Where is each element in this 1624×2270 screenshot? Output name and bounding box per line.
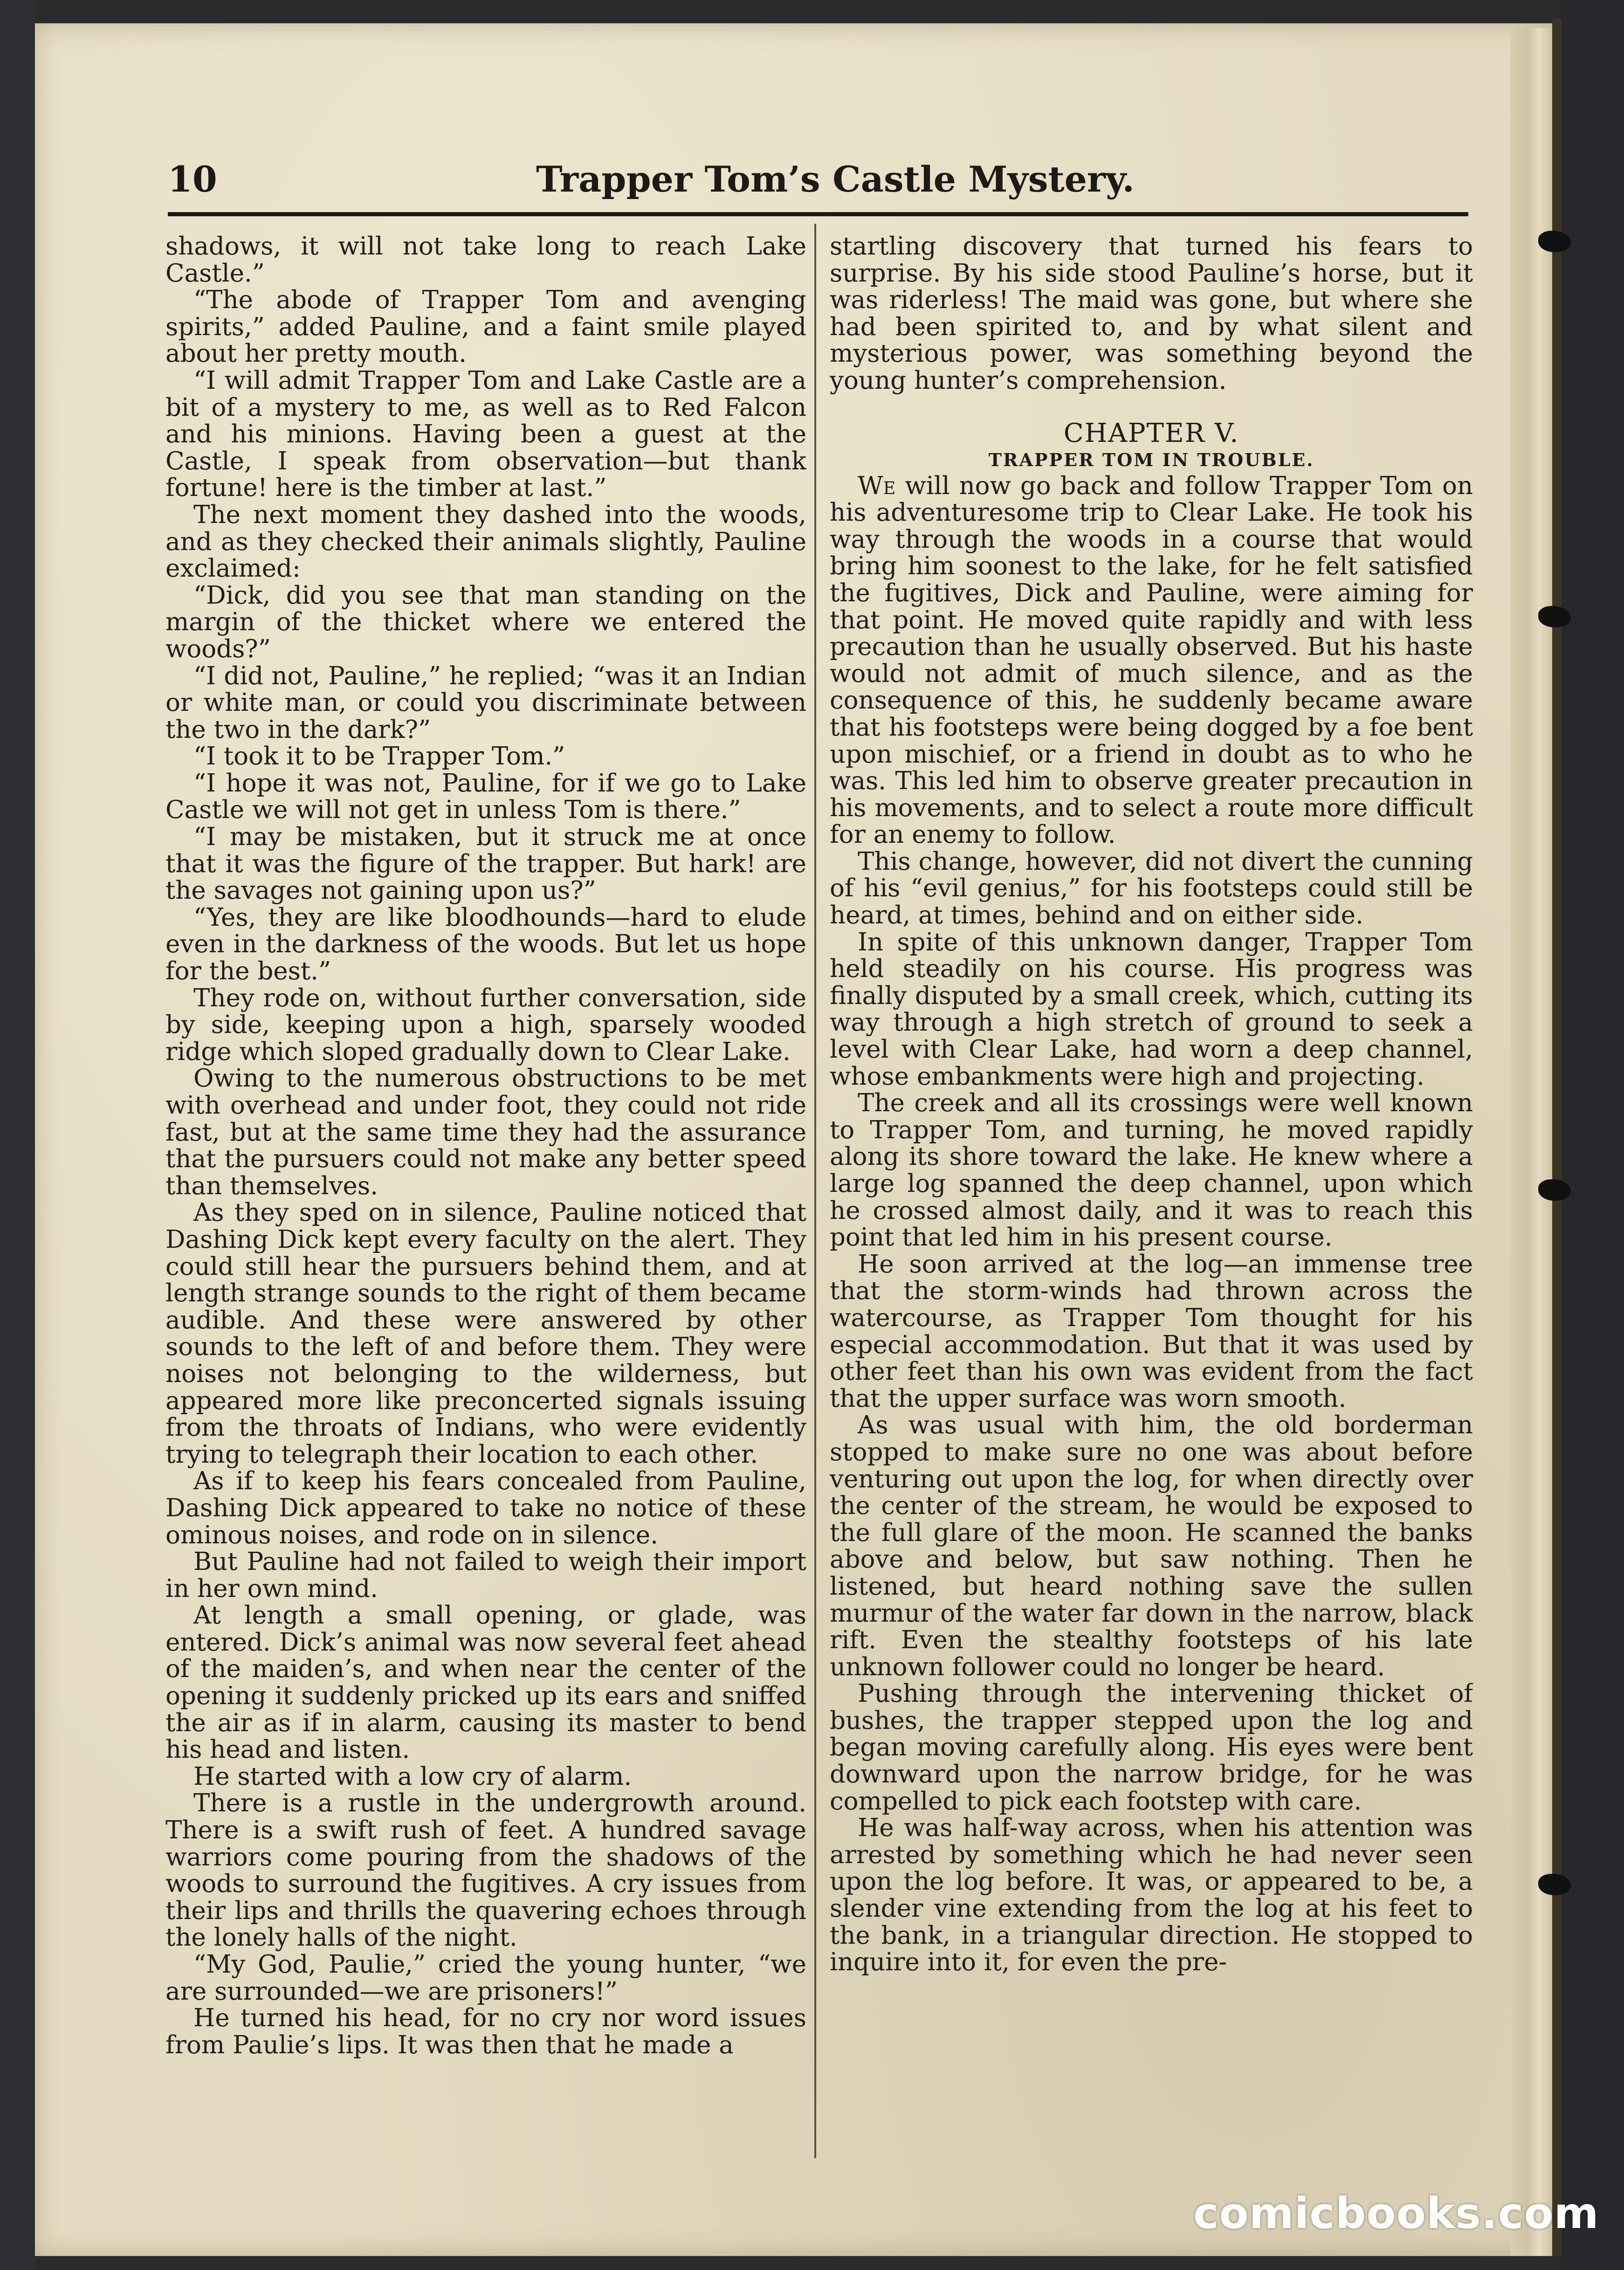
paragraph: “Yes, they are like bloodhounds—hard to elude even in the darkness of the woods. But let us hope for the best.” bbox=[165, 903, 806, 986]
paragraph: Pushing through the intervening thicket of bushes, the trapper stepped upon the log and began moving carefully along. His eyes were bent downward upon the narrow bridge, for he was compelled to pick each footstep with care. bbox=[830, 1679, 1473, 1816]
chapter-opening-paragraph bbox=[830, 473, 1473, 848]
chapter-heading: CHAPTER V. bbox=[1063, 418, 1239, 448]
paragraph: He was half-way across, when his attention was arrested by something which he had never seen upon the log before. It was, or appeared to be, a slender vine extending from the log at his feet to the bank, in a triangular direction. He stopped to inquire into it, for even the pre- bbox=[830, 1814, 1473, 1977]
paragraph: “My God, Paulie,” cried the young hunter, “we are surrounded—we are prisoners!” bbox=[165, 1950, 806, 2006]
lead-word: We bbox=[858, 471, 896, 500]
page-number: 10 bbox=[168, 158, 217, 200]
paragraph: In spite of this unknown danger, Trapper Tom held steadily on his course. His progress was finally disputed by a small creek, which, cutting its way through a high stretch of ground to seek a level with Clear Lake, had worn a deep channel, whose embankments were high and projecting. bbox=[830, 928, 1473, 1091]
page-header bbox=[168, 154, 1473, 219]
left-column bbox=[165, 233, 806, 2153]
paragraph: Owing to the numerous obstructions to be met with overhead and under foot, they could not ride fast, but at the same time they had the assurance that the pursuers could not make any better speed than themselves. bbox=[165, 1064, 806, 1200]
paragraph: “I may be mistaken, but it struck me at once that it was the figure of the trapper. But hark! are the savages not gaining upon us?” bbox=[165, 823, 806, 905]
column-divider bbox=[814, 224, 816, 2158]
paragraph: The next moment they dashed into the woods, and as they checked their animals slightly, Pauline exclaimed: bbox=[165, 500, 806, 583]
header-rule bbox=[168, 212, 1468, 216]
paragraph: He turned his head, for no cry nor word issues from Paulie’s lips. It was then that he made a bbox=[165, 2004, 806, 2059]
paragraph: This change, however, did not divert the cunning of his “evil genius,” for his footsteps could still be heard, at times, behind and on either side. bbox=[830, 847, 1473, 930]
scan-backdrop-right bbox=[1559, 0, 1624, 2270]
paragraph: “I took it to be Trapper Tom.” bbox=[193, 742, 565, 771]
paragraph: There is a rustle in the undergrowth around. There is a swift rush of feet. A hundred savage warriors come pouring from the shadows of the woods to surround the fugitives. A cry issues from their lips and thrills the quavering echoes through the lonely halls of the night. bbox=[165, 1789, 806, 1952]
paragraph: “I will admit Trapper Tom and Lake Castle are a bit of a mystery to me, as well as to Red Falcon and his minions. Having been a guest at the Castle, I speak from observation—but thank fortune! here is the timber at last.” bbox=[165, 366, 806, 502]
paragraph-text: will now go back and follow Trapper Tom on his adventuresome trip to Clear Lake. He took his way through the woods in a course that would bring him soonest to the lake, for he felt satisfied the fugitives, Dick and Pauline, were aiming for that point. He moved quite rapidly and with less precaution than he usually observed. But his haste would not admit of much silence, and as the consequence of this, he suddenly became aware that his footsteps were being dogged by a foe bent upon mischief, or a friend in doubt as to who he was. This led him to observe greater precaution in his movements, and to select a route more difficult for an enemy to follow. bbox=[830, 471, 1473, 849]
paragraph: He soon arrived at the log—an immense tree that the storm-winds had thrown across the watercourse, as Trapper Tom thought for his especial accommodation. But that it was used by other feet than his own was evident from the fact that the upper surface was worn smooth. bbox=[830, 1250, 1473, 1413]
paragraph: As they sped on in silence, Pauline noticed that Dashing Dick kept every faculty on the alert. They could still hear the pursuers behind them, and at length strange sounds to the right of them became audible. And these were answered by other sounds to the left of and before them. They were noises not belonging to the wilderness, but appeared more like preconcerted signals issuing from the throats of Indians, who were evidently trying to telegraph their location to each other. bbox=[165, 1198, 806, 1469]
right-column bbox=[830, 233, 1473, 2153]
binding-spine bbox=[1552, 19, 1562, 2256]
watermark: comicbooks.com bbox=[1193, 2188, 1599, 2238]
paragraph: “I hope it was not, Pauline, for if we go to Lake Castle we will not get in unless Tom is there.” bbox=[165, 769, 806, 825]
paragraph: “Dick, did you see that man standing on the margin of the thicket where we entered the woods?” bbox=[165, 581, 806, 663]
paragraph: At length a small opening, or glade, was entered. Dick’s animal was now several feet ahead of the maiden’s, and when near the center of the opening it suddenly pricked up its ears and sniffed the air as if in alarm, causing its master to bend his head and listen. bbox=[165, 1601, 806, 1764]
paragraph: As if to keep his fears concealed from Pauline, Dashing Dick appeared to take no notice of these ominous noises, and rode on in silence. bbox=[165, 1467, 806, 1549]
paragraph: They rode on, without further conversation, side by side, keeping upon a high, sparsely wooded ridge which sloped gradually down to Clear Lake. bbox=[165, 984, 806, 1066]
scan-backdrop-left bbox=[0, 0, 35, 2270]
paragraph: He started with a low cry of alarm. bbox=[193, 1762, 632, 1791]
paragraph: startling discovery that turned his fears to surprise. By his side stood Pauline’s horse, but it was riderless! The maid was gone, but where she had been spirited to, and by what silent and mysterious power, was something beyond the young hunter’s comprehension. bbox=[830, 233, 1473, 395]
chapter-subheading: TRAPPER TOM IN TROUBLE. bbox=[988, 449, 1314, 470]
paragraph: But Pauline had not failed to weigh their import in her own mind. bbox=[165, 1548, 806, 1603]
running-title: Trapper Tom’s Castle Mystery. bbox=[536, 158, 1135, 200]
paragraph: shadows, it will not take long to reach Lake Castle.” bbox=[165, 233, 806, 288]
paragraph: “The abode of Trapper Tom and avenging spirits,” added Pauline, and a faint smile played about her pretty mouth. bbox=[165, 286, 806, 368]
paragraph: The creek and all its crossings were well known to Trapper Tom, and turning, he moved rapidly along its shore toward the lake. He knew where a large log spanned the deep channel, upon which he crossed almost daily, and it was to reach this point that led him in his present course. bbox=[830, 1089, 1473, 1252]
paragraph: “I did not, Pauline,” he replied; “was it an Indian or white man, or could you discriminate between the two in the dark?” bbox=[165, 661, 806, 744]
paragraph: As was usual with him, the old borderman stopped to make sure no one was about before venturing out upon the log, for when directly over the center of the stream, he would be exposed to the full glare of the moon. He scanned the banks above and below, but saw nothing. Then he listened, but heard nothing save the sullen murmur of the water far down in the narrow, black rift. Even the stealthy footsteps of his late unknown follower could no longer be heard. bbox=[830, 1411, 1473, 1681]
